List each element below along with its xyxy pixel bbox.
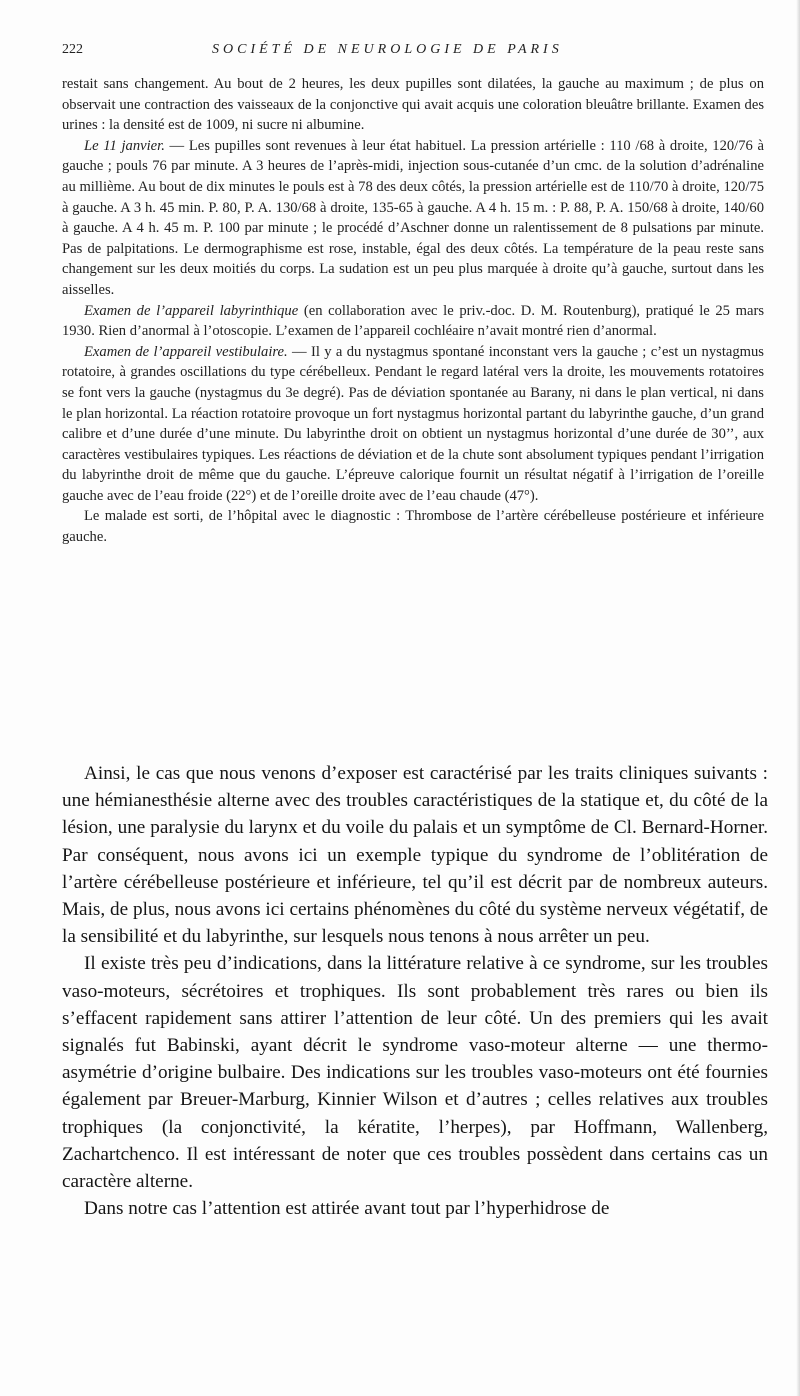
paragraph-january-11-text: — Les pupilles sont revenues à leur état habituel. La pression artérielle : 110 /68 à droite, 120/76 à gauche ; pouls 76 par minute. A 3 heures de l’après-midi, injection sous-cutanée d’un cmc. de la solution d’adrénaline au millième. Au bout de dix minutes le pouls est à 78 des deux côtés, la pression artérielle est de 110/70 à droite, 120/75 à gauche. A 3 h. 45 min. P. 80, P. A. 130/68 à droite, 135-65 à gauche. A 4 h. 15 m. : P. 88, P. A. 150/68 à droite, 140/60 à gauche. A 4 h. 45 m. P. 100 par minute ; le procédé d’Aschner donne un ralentissement de 8 pulsations par minute. Pas de palpitations. Le dermographisme est rose, instable, égal des deux côtés. La température de la peau reste sans changement sur les deux moitiés du corps. La sudation est un peu plus marquée à droite qu’à gauche, surtout dans les aisselles.	[62, 137, 764, 298]
discussion-block	[62, 760, 768, 1222]
paragraph-january-11	[62, 136, 764, 301]
page-number: 222	[62, 42, 83, 57]
case-report-block	[62, 74, 764, 548]
paragraph-vestibular-text: — Il y a du nystagmus spontané inconstant vers la gauche ; c’est un nystagmus rotatoire, à grandes oscillations du type cérébelleux. Pendant le regard latéral vers la droite, les mouvements rotatoires se font vers la gauche (nystagmus du 3e degré). Pas de déviation spontanée au Barany, ni dans le plan vertical, ni dans le plan horizontal. La réaction rotatoire provoque un fort nystagmus horizontal partant du labyrinthe gauche, d’un grand calibre et d’une durée d’une minute. Du labyrinthe droit on obtient un nystagmus horizontal d’une durée de 30’’, aux caractères vestibulaires typiques. Les réactions de déviation et de la chute sont absolument typiques pendant l’irrigation du labyrinthe droit de même que du gauche. L’épreuve calorique fournit un résultat négatif à l’irrigation de l’oreille gauche avec de l’eau froide (22°) et de l’oreille droite avec de l’eau chaude (47°).	[62, 343, 764, 504]
paragraph-urine-exam: restait sans changement. Au bout de 2 heures, les deux pupilles sont dilatées, la gauche au maximum ; de plus on observait une contraction des vaisseaux de la conjonctive qui avait acquis une coloration bleuâtre brillante. Examen des urines : la densité est de 1009, ni sucre ni albumine.	[62, 76, 764, 134]
running-title: SOCIÉTÉ DE NEUROLOGIE DE PARIS	[212, 42, 563, 57]
vestibular-heading: Examen de l’appareil vestibulaire.	[84, 343, 288, 360]
paragraph-vestibular-exam	[62, 342, 764, 507]
paragraph-labyrinth-text: (en collaboration avec le priv.-doc. D. M. Routenburg), pratiqué le 25 mars 1930. Rien d’anormal à l’otoscopie. L’examen de l’appareil cochléaire n’avait montré rien d’anormal.	[62, 302, 764, 340]
paragraph-hyperhidrosis: Dans notre cas l’attention est attirée avant tout par l’hyperhidrose de	[84, 1198, 610, 1220]
page-header	[62, 42, 762, 64]
date-heading: Le 11 janvier.	[84, 137, 165, 154]
paragraph-labyrinth-exam	[62, 301, 764, 342]
paragraph-summary: Ainsi, le cas que nous venons d’exposer est caractérisé par les traits cliniques suivants : une hémianesthésie alterne avec des troubles caractéristiques de la statique et, du côté de la lésion, une paralysie du larynx et du voile du palais et un symptôme de Cl. Bernard-Horner. Par conséquent, nous avons ici un exemple typique du syndrome de l’oblitération de l’artère cérébelleuse postérieure et inférieure, tel qu’il est décrit par de nombreux auteurs. Mais, de plus, nous avons ici certains phénomènes du côté du système nerveux végétatif, de la sensibilité et du labyrinthe, sur lesquels nous tenons à nous arrêter un peu.	[62, 763, 768, 948]
labyrinth-heading: Examen de l’appareil labyrinthique	[84, 302, 299, 319]
paragraph-discharge: Le malade est sorti, de l’hôpital avec le diagnostic : Thrombose de l’artère cérébelleuse postérieure et inférieure gauche.	[62, 508, 764, 546]
paragraph-literature: Il existe très peu d’indications, dans la littérature relative à ce syndrome, sur les troubles vaso-moteurs, sécrétoires et trophiques. Ils sont probablement très rares ou bien ils s’effacent rapidement sans attirer l’attention de leur côté. Un des premiers qui les avait signalés fut Babinski, ayant décrit le syndrome vaso-moteur alterne — une thermo-asymétrie d’origine bulbaire. Des indications sur les troubles vaso-moteurs ont été fournies également par Breuer-Marburg, Kinnier Wilson et d’autres ; celles relatives aux troubles trophiques (la conjonctivité, la kératite, l’herpes), par Hoffmann, Wallenberg, Zachartchenco. Il est intéressant de noter que ces troubles possèdent dans certains cas un caractère alterne.	[62, 953, 768, 1193]
page-edge	[796, 0, 800, 1396]
